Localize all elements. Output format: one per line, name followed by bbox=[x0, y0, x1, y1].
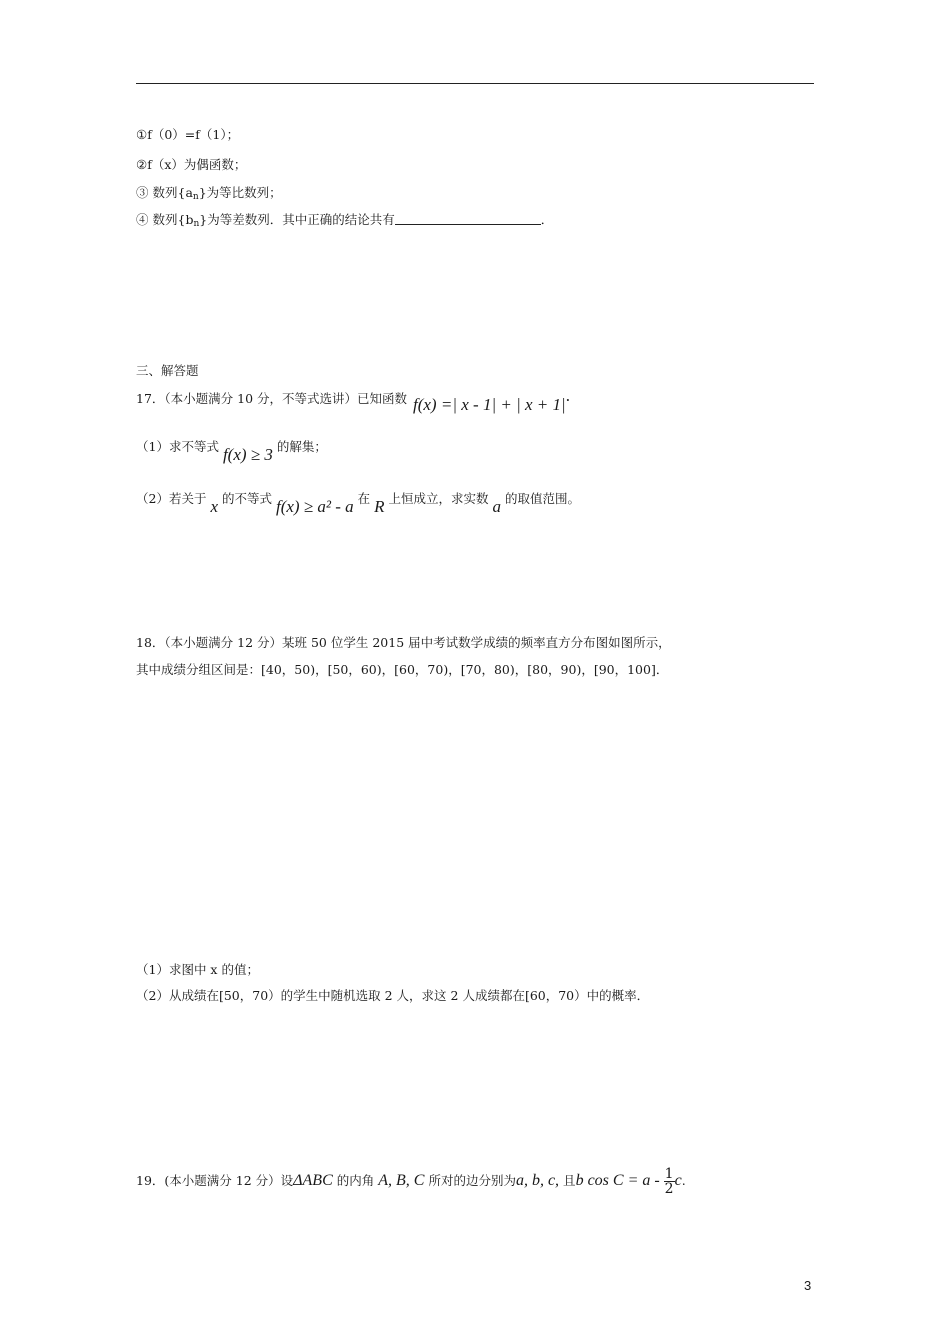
q18-line1: 18．（本小题满分 12 分）某班 50 位学生 2015 届中考试数学成绩的频率直方分布图如图所示， bbox=[136, 635, 671, 650]
page-number: 3 bbox=[804, 1278, 812, 1293]
q18-part2: （2）从成绩在[50，70）的学生中随机选取 2 人，求这 2 人成绩都在[60，70）中的概率． bbox=[136, 988, 650, 1003]
item-2: ②f（x）为偶函数； bbox=[136, 157, 247, 172]
item-1: ①f（0）=f（1）； bbox=[136, 127, 240, 142]
answer-blank bbox=[395, 210, 541, 225]
q19-stem: 19．(本小题满分 12 分）设ΔABC 的内角 A, B, C 所对的边分别为a, b, c, 且b cos C = a - $\frac{1}{2}$ c. bbox=[136, 1166, 686, 1197]
q17-part1: （1）求不等式 f(x) ≥ 3 的解集； bbox=[136, 439, 327, 464]
q17-part2-formula: f(x) ≥ a² - a bbox=[275, 497, 354, 516]
q17-stem: 17．（本小题满分 10 分，不等式选讲）已知函数 f(x) =| x - 1| + | x + 1|. bbox=[136, 386, 570, 414]
item-4: ④ 数列$\{b_n\}$为等差数列．其中正确的结论共有 ． bbox=[136, 212, 554, 229]
q18-line2: 其中成绩分组区间是：[40，50)，[50，60)，[60，70)，[70，80)，[80，90)，[90，100]． bbox=[136, 662, 669, 677]
q18-part1: （1）求图中 x 的值； bbox=[136, 962, 259, 977]
q17-part1-formula: f(x) ≥ 3 bbox=[222, 445, 273, 464]
fraction-one-half: $\frac{1}{2}$ bbox=[664, 1166, 674, 1197]
q17-formula: f(x) =| x - 1| + | x + 1| bbox=[413, 395, 566, 414]
q17-part2: （2）若关于 x 的不等式 f(x) ≥ a² - a 在 R 上恒成立，求实数 a 的取值范围。 bbox=[136, 491, 581, 516]
item-3: ③ 数列$\{a_n\}$为等比数列； bbox=[136, 185, 282, 202]
section-title: 三、解答题 bbox=[136, 363, 199, 378]
header-rule bbox=[136, 83, 814, 84]
